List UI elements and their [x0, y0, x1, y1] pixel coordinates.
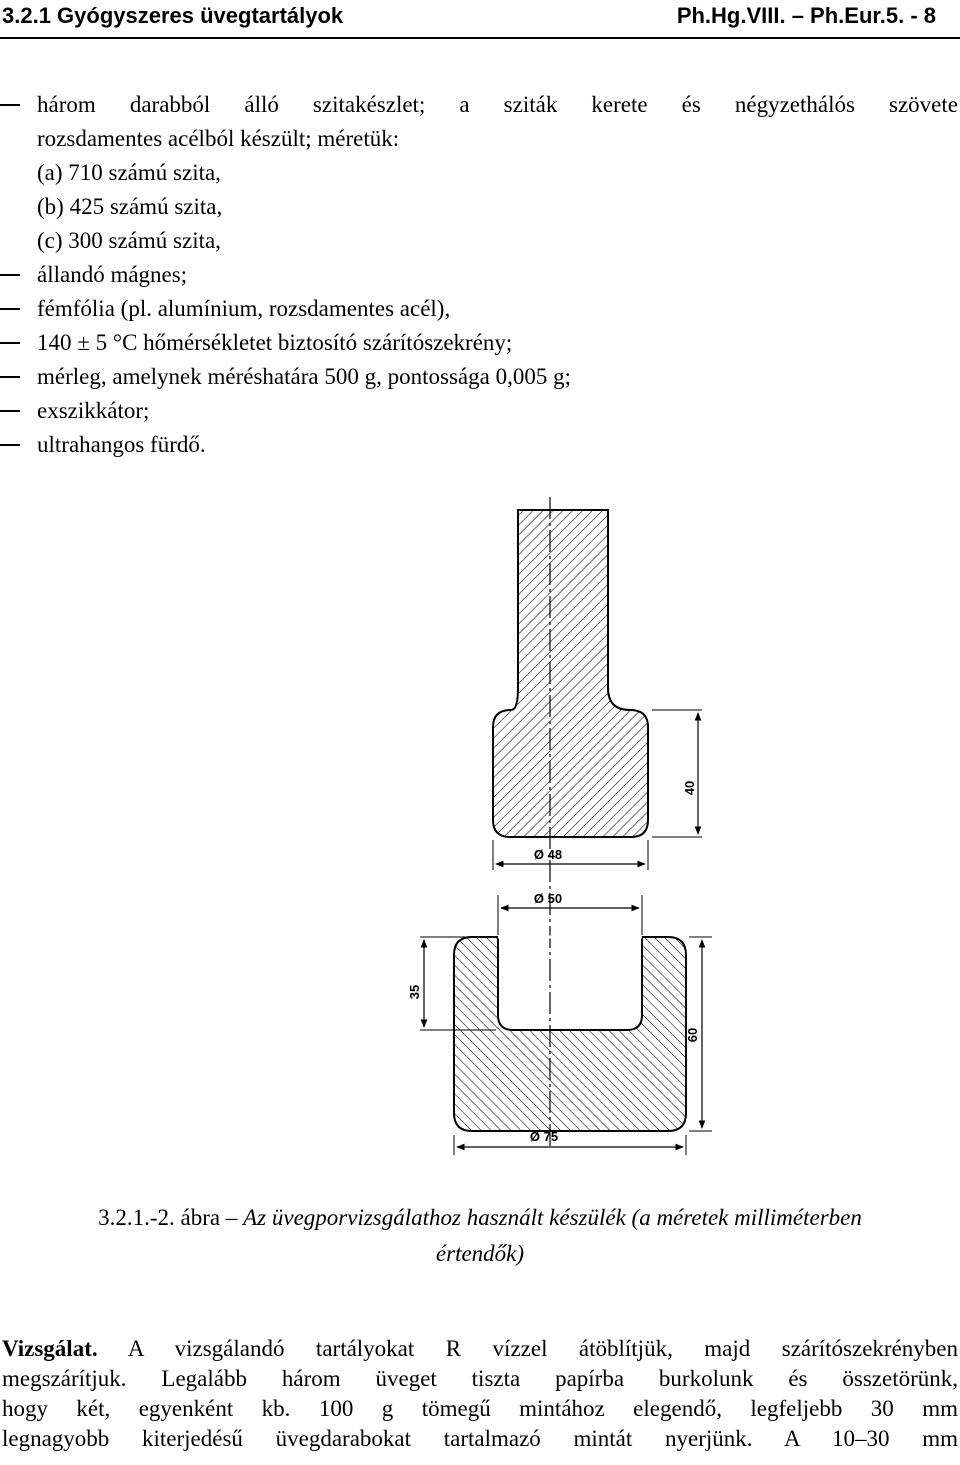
caption-title-2: értendők) [435, 1241, 525, 1266]
list-item [0, 428, 960, 462]
caption-number: 3.2.1.-2. ábra [98, 1205, 221, 1230]
paragraph-line: legnagyobb kiterjedésű üvegdarabokat tartalmazó mintát nyerjünk. A 10–30 mm [2, 1426, 958, 1451]
list-item [0, 224, 960, 258]
list-item-text: állandó mágnes; [37, 262, 188, 287]
dash-bullet [0, 274, 20, 276]
paragraph-line: hogy két, egyenként kb. 100 g tömegű mintához elegendő, legfeljebb 30 mm [2, 1396, 958, 1421]
list-item-text: fémfólia (pl. alumínium, rozsdamentes acél), [37, 296, 451, 321]
dim-60-label: 60 [685, 1027, 700, 1043]
list-item [0, 394, 960, 428]
list-item [0, 292, 960, 326]
dim-35-label: 35 [407, 984, 422, 1000]
caption-line-1 [0, 1200, 960, 1236]
list-item [0, 88, 960, 122]
list-item [0, 360, 960, 394]
paragraph-line [2, 1334, 958, 1364]
dim-d48-label: Ø 48 [533, 847, 563, 862]
caption-dash: – [225, 1205, 238, 1230]
pestle [493, 510, 648, 837]
dash-bullet [0, 104, 20, 106]
dash-bullet [0, 308, 20, 310]
apparatus-drawing [380, 495, 720, 1165]
dash-bullet [0, 342, 20, 344]
list-item-text: mérleg, amelynek méréshatára 500 g, pontossága 0,005 g; [37, 364, 571, 389]
mortar [454, 937, 686, 1131]
pharmacopoeia-reference: Ph.Hg.VIII. – Ph.Eur.5. - 8 [676, 3, 936, 28]
list-item-text: (b) 425 számú szita, [37, 194, 223, 219]
paragraph-heading: Vizsgálat. [2, 1336, 98, 1361]
list-item-text: 140 ± 5 °C hőmérsékletet biztosító szárítószekrény; [37, 330, 513, 355]
header-rule [0, 37, 960, 39]
list-item-text: exszikkátor; [37, 398, 150, 423]
equipment-list [0, 88, 960, 462]
list-item-text: három darabból álló szitakészlet; a sziták kerete és négyzethálós szövete [37, 92, 958, 117]
list-item-text: ultrahangos fürdő. [37, 432, 206, 457]
caption-title-1: Az üvegporvizsgálathoz használt készülék (a méretek milliméterben [243, 1205, 862, 1230]
dim-40-label: 40 [682, 780, 697, 796]
section-title: 3.2.1 Gyógyszeres üvegtartályok [2, 3, 344, 28]
list-item-text: (a) 710 számú szita, [37, 160, 221, 185]
paragraph-line: megszárítjuk. Legalább három üveget tiszta papírba burkolunk és összetörünk, [2, 1366, 958, 1391]
dash-bullet [0, 376, 20, 378]
dash-bullet [0, 444, 20, 446]
procedure-paragraph [2, 1334, 958, 1454]
list-item [0, 326, 960, 360]
dash-bullet [0, 410, 20, 412]
dim-d50-label: Ø 50 [533, 891, 563, 906]
figure-caption [0, 1200, 960, 1272]
dim-d75-label: Ø 75 [529, 1129, 559, 1144]
page-header [0, 0, 960, 34]
list-item [0, 190, 960, 224]
paragraph-text: A vizsgálandó tartályokat R vízzel átöblítjük, majd szárítószekrényben [127, 1336, 958, 1361]
list-item [0, 258, 960, 292]
list-item-text: (c) 300 számú szita, [37, 228, 221, 253]
list-item [0, 156, 960, 190]
list-item [0, 122, 960, 156]
list-item-text: rozsdamentes acélból készült; méretük: [37, 126, 400, 151]
